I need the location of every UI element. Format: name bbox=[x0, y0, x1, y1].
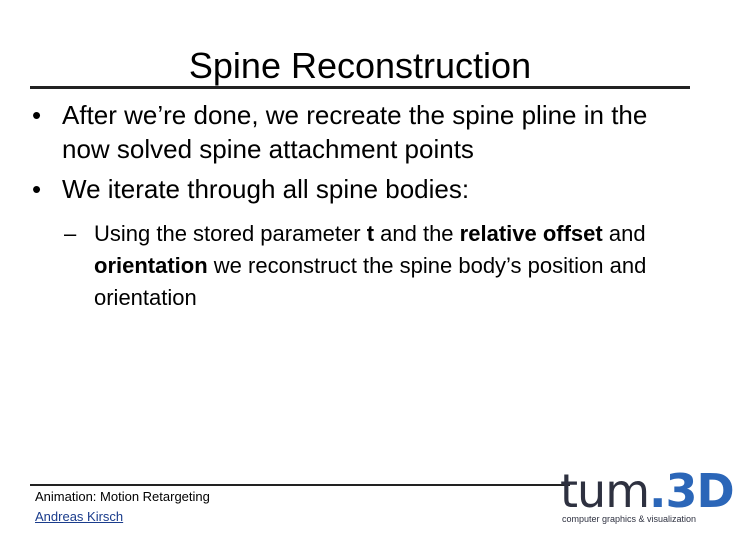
bullet-list bbox=[30, 98, 700, 314]
footer-course-title: Animation: Motion Retargeting bbox=[35, 489, 210, 504]
footer-author-link[interactable]: Andreas Kirsch bbox=[35, 509, 124, 524]
bullet-item-2 bbox=[30, 172, 700, 206]
logo-3d-text: .3D bbox=[649, 464, 734, 518]
footer-divider bbox=[30, 484, 570, 486]
sub-bullet-text-part: Using the stored parameter bbox=[94, 221, 367, 246]
bullet-marker: • bbox=[32, 100, 42, 130]
sub-bullet-text-part: we reconstruct the spine body’s position and orientation bbox=[94, 253, 647, 310]
sub-bullet-text-part: and bbox=[602, 221, 646, 246]
logo-tum-text: tum bbox=[560, 464, 649, 518]
sub-bullet-marker: – bbox=[64, 221, 77, 246]
bullet-item-1 bbox=[30, 98, 700, 166]
sub-bullet-text-part: and the bbox=[374, 221, 460, 246]
bullet-text: After we’re done, we recreate the spine pline in the now solved spine attachment points bbox=[62, 100, 648, 164]
sub-bullet-bold-relative-offset: relative offset bbox=[459, 221, 603, 246]
slide-title: Spine Reconstruction bbox=[188, 45, 532, 86]
sub-bullet-bold-orientation: orientation bbox=[94, 253, 208, 278]
tum-3d-logo bbox=[560, 464, 734, 530]
bullet-text: We iterate through all spine bodies: bbox=[62, 174, 470, 204]
sub-bullet-bold-t: t bbox=[366, 221, 375, 246]
title-divider bbox=[30, 86, 690, 89]
sub-bullet-text bbox=[94, 221, 646, 310]
sub-bullet-item bbox=[64, 218, 694, 314]
logo-subtitle: computer graphics & visualization bbox=[562, 514, 697, 524]
bullet-marker: • bbox=[32, 174, 42, 204]
logo-wordmark bbox=[560, 466, 734, 516]
